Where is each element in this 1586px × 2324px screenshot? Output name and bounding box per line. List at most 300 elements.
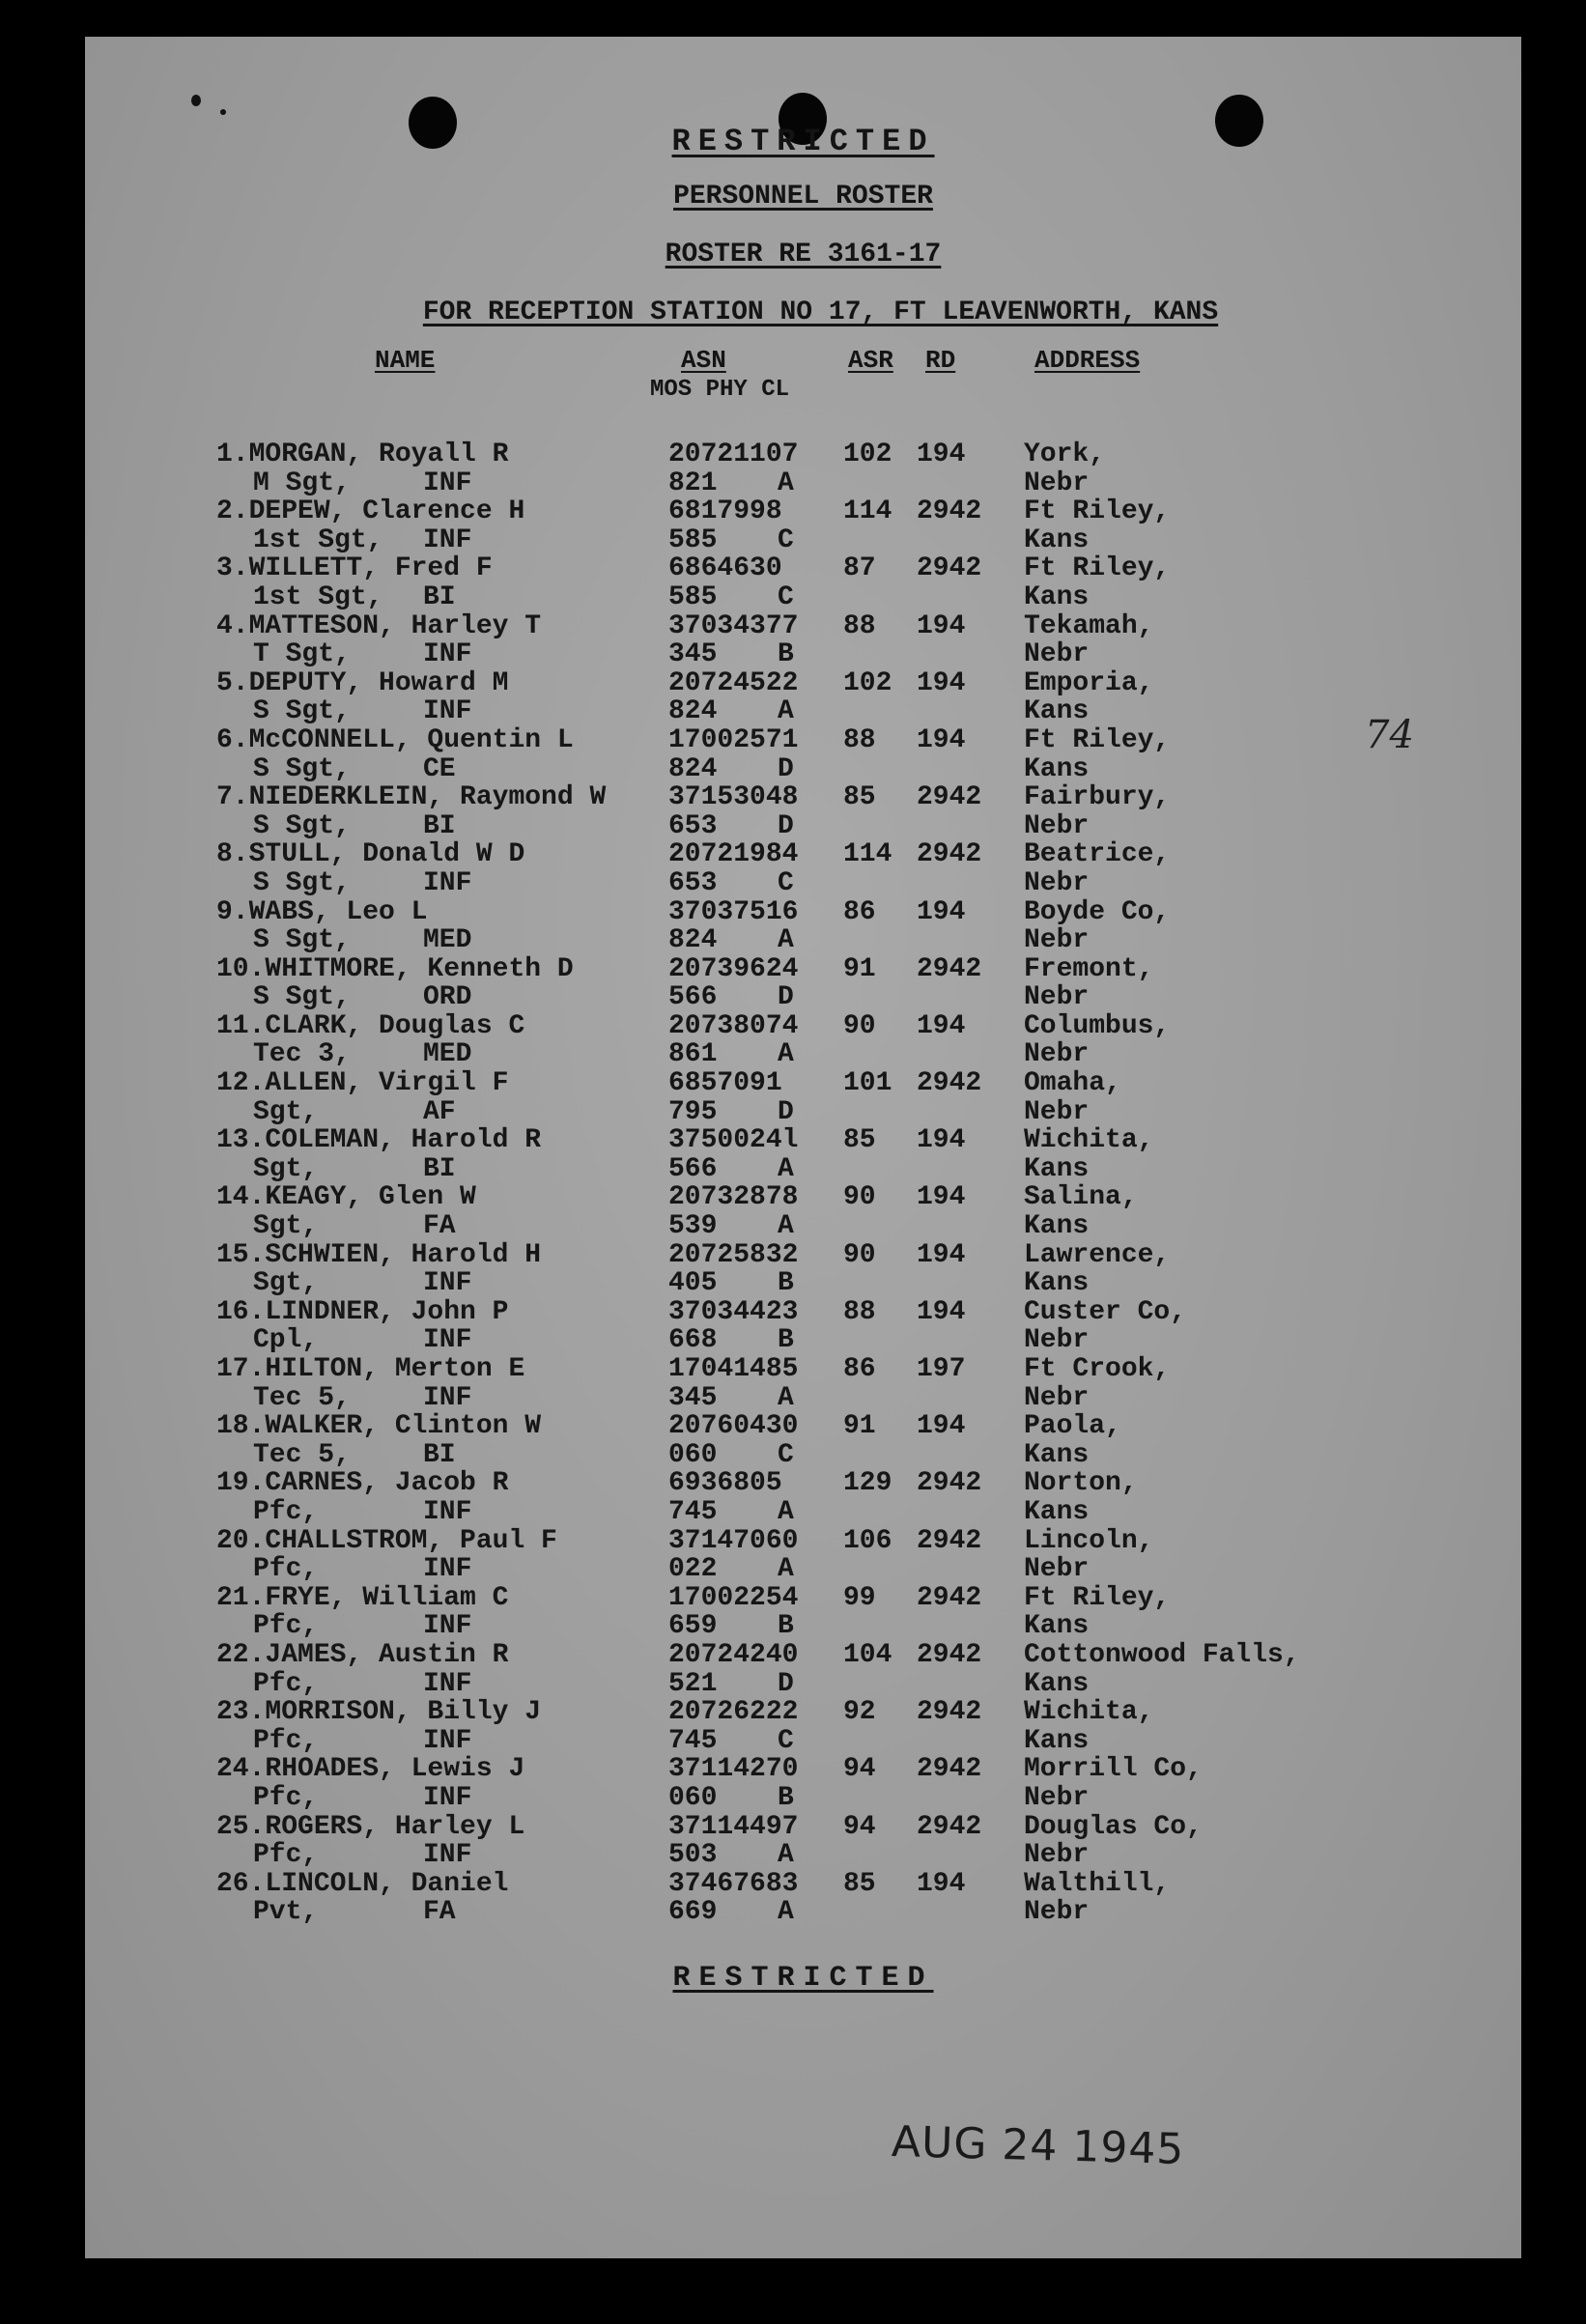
phy-cell: C (778, 524, 794, 555)
address-city-cell: Morrill Co, (1024, 1754, 1203, 1785)
table-row (85, 1183, 1521, 1240)
phy-cell: C (778, 1725, 794, 1756)
mos-cell: 503 (668, 1840, 718, 1871)
asr-cell: 86 (843, 896, 876, 927)
mos-cell: 824 (668, 753, 718, 784)
arm-cell: INF (423, 1382, 472, 1413)
column-header-name: NAME (375, 346, 436, 375)
arm-cell: INF (423, 524, 472, 555)
asr-cell: 101 (843, 1068, 892, 1099)
name-cell: 26.LINCOLN, Daniel (216, 1868, 509, 1899)
rd-cell: 194 (917, 1239, 966, 1270)
asr-cell: 99 (843, 1582, 876, 1613)
address-city-cell: Wichita, (1024, 1125, 1154, 1156)
phy-cell: A (778, 925, 794, 956)
asn-cell: 20732878 (668, 1182, 799, 1213)
grade-cell: Tec 5, (253, 1382, 351, 1413)
table-row (85, 726, 1521, 783)
phy-cell: B (778, 1611, 794, 1642)
phy-cell: A (778, 1554, 794, 1585)
arm-cell: MED (423, 925, 472, 956)
grade-cell: Pfc, (253, 1782, 319, 1813)
rd-cell: 2942 (917, 553, 982, 584)
mos-cell: 566 (668, 982, 718, 1013)
asr-cell: 106 (843, 1525, 892, 1556)
table-row (85, 955, 1521, 1012)
asr-cell: 92 (843, 1697, 876, 1728)
asr-cell: 88 (843, 724, 876, 755)
asr-cell: 114 (843, 496, 892, 527)
asn-cell: 37467683 (668, 1868, 799, 1899)
name-cell: 3.WILLETT, Fred F (216, 553, 493, 584)
mos-cell: 585 (668, 581, 718, 612)
address-city-cell: Custer Co, (1024, 1296, 1187, 1327)
mos-cell: 745 (668, 1496, 718, 1527)
address-city-cell: Douglas Co, (1024, 1811, 1203, 1842)
table-row (85, 1698, 1521, 1755)
address-city-cell: Salina, (1024, 1182, 1138, 1213)
mos-cell: 653 (668, 867, 718, 898)
grade-cell: 1st Sgt, (253, 581, 383, 612)
asn-cell: 37114270 (668, 1754, 799, 1785)
mos-cell: 022 (668, 1554, 718, 1585)
asr-cell: 91 (843, 1411, 876, 1442)
table-row (85, 840, 1521, 897)
address-state-cell: Nebr (1024, 639, 1090, 670)
address-state-cell: Nebr (1024, 1096, 1090, 1127)
asn-cell: 37034423 (668, 1296, 799, 1327)
address-state-cell: Nebr (1024, 1897, 1090, 1928)
address-city-cell: Cottonwood Falls, (1024, 1639, 1300, 1670)
address-state-cell: Nebr (1024, 867, 1090, 898)
name-cell: 16.LINDNER, John P (216, 1296, 509, 1327)
rd-cell: 2942 (917, 1811, 982, 1842)
phy-cell: C (778, 581, 794, 612)
mos-cell: 585 (668, 524, 718, 555)
rd-cell: 2942 (917, 1582, 982, 1613)
address-city-cell: Fremont, (1024, 953, 1154, 984)
address-city-cell: York, (1024, 439, 1106, 469)
grade-cell: M Sgt, (253, 468, 351, 498)
margin-note: 74 (1365, 713, 1414, 757)
asn-cell: 20724240 (668, 1639, 799, 1670)
grade-cell: Sgt, (253, 1268, 319, 1299)
table-row (85, 1298, 1521, 1355)
mos-cell: 060 (668, 1782, 718, 1813)
asn-cell: 6864630 (668, 553, 782, 584)
rd-cell: 194 (917, 1868, 966, 1899)
table-row (85, 1241, 1521, 1298)
address-state-cell: Kans (1024, 1668, 1090, 1699)
asn-cell: 37147060 (668, 1525, 799, 1556)
asr-cell: 85 (843, 782, 876, 813)
grade-cell: S Sgt, (253, 753, 351, 784)
grade-cell: Pfc, (253, 1840, 319, 1871)
table-row (85, 612, 1521, 669)
grade-cell: 1st Sgt, (253, 524, 383, 555)
address-state-cell: Kans (1024, 1496, 1090, 1527)
document-page (85, 37, 1521, 2258)
address-state-cell: Kans (1024, 1611, 1090, 1642)
rd-cell: 194 (917, 896, 966, 927)
asr-cell: 129 (843, 1468, 892, 1499)
name-cell: 10.WHITMORE, Kenneth D (216, 953, 574, 984)
asn-cell: 37034377 (668, 610, 799, 641)
phy-cell: D (778, 810, 794, 841)
address-city-cell: Ft Riley, (1024, 724, 1171, 755)
address-state-cell: Kans (1024, 524, 1090, 555)
grade-cell: Sgt, (253, 1153, 319, 1184)
mos-cell: 824 (668, 925, 718, 956)
grade-cell: S Sgt, (253, 982, 351, 1013)
rd-cell: 2942 (917, 782, 982, 813)
arm-cell: AF (423, 1096, 456, 1127)
rd-cell: 197 (917, 1354, 966, 1384)
asn-cell: 17002254 (668, 1582, 799, 1613)
table-row (85, 783, 1521, 840)
rd-cell: 2942 (917, 1697, 982, 1728)
address-city-cell: Lincoln, (1024, 1525, 1154, 1556)
asr-cell: 94 (843, 1811, 876, 1842)
asn-cell: 37153048 (668, 782, 799, 813)
mos-cell: 668 (668, 1325, 718, 1356)
asr-cell: 90 (843, 1239, 876, 1270)
address-city-cell: Omaha, (1024, 1068, 1121, 1099)
phy-cell: A (778, 1496, 794, 1527)
grade-cell: Pfc, (253, 1554, 319, 1585)
station-line: FOR RECEPTION STATION NO 17, FT LEAVENWORTH, KANS (422, 298, 1219, 327)
address-state-cell: Kans (1024, 1211, 1090, 1242)
rd-cell: 2942 (917, 1468, 982, 1499)
name-cell: 9.WABS, Leo L (216, 896, 428, 927)
address-city-cell: Walthill, (1024, 1868, 1171, 1899)
arm-cell: INF (423, 1496, 472, 1527)
table-row (85, 898, 1521, 955)
name-cell: 6.McCONNELL, Quentin L (216, 724, 574, 755)
asr-cell: 87 (843, 553, 876, 584)
name-cell: 21.FRYE, William C (216, 1582, 509, 1613)
name-cell: 25.ROGERS, Harley L (216, 1811, 525, 1842)
table-row (85, 1126, 1521, 1183)
asn-cell: 17041485 (668, 1354, 799, 1384)
asn-cell: 6936805 (668, 1468, 782, 1499)
address-state-cell: Kans (1024, 1153, 1090, 1184)
phy-cell: A (778, 1153, 794, 1184)
phy-cell: D (778, 982, 794, 1013)
asn-cell: 20724522 (668, 667, 799, 698)
mos-cell: 405 (668, 1268, 718, 1299)
phy-cell: A (778, 1211, 794, 1242)
rd-cell: 194 (917, 439, 966, 469)
mos-cell: 566 (668, 1153, 718, 1184)
address-city-cell: Boyde Co, (1024, 896, 1171, 927)
asn-cell: 20760430 (668, 1411, 799, 1442)
asn-cell: 17002571 (668, 724, 799, 755)
asr-cell: 85 (843, 1125, 876, 1156)
column-header-rd: RD (925, 346, 956, 375)
arm-cell: BI (423, 1153, 456, 1184)
arm-cell: INF (423, 1782, 472, 1813)
column-header-asn: ASN (681, 346, 726, 375)
arm-cell: BI (423, 1439, 456, 1470)
address-state-cell: Nebr (1024, 468, 1090, 498)
asr-cell: 91 (843, 953, 876, 984)
asr-cell: 85 (843, 1868, 876, 1899)
table-row (85, 1584, 1521, 1641)
name-cell: 22.JAMES, Austin R (216, 1639, 509, 1670)
asr-cell: 102 (843, 439, 892, 469)
address-city-cell: Ft Riley, (1024, 496, 1171, 527)
arm-cell: INF (423, 1840, 472, 1871)
name-cell: 13.COLEMAN, Harold R (216, 1125, 542, 1156)
rd-cell: 2942 (917, 496, 982, 527)
asn-cell: 20739624 (668, 953, 799, 984)
address-city-cell: Columbus, (1024, 1010, 1171, 1041)
name-cell: 17.HILTON, Merton E (216, 1354, 525, 1384)
name-cell: 11.CLARK, Douglas C (216, 1010, 525, 1041)
table-row (85, 1469, 1521, 1526)
name-cell: 19.CARNES, Jacob R (216, 1468, 509, 1499)
arm-cell: INF (423, 867, 472, 898)
restricted-heading: RESTRICTED (671, 124, 935, 159)
roster-table (85, 440, 1521, 1927)
name-cell: 15.SCHWIEN, Harold H (216, 1239, 542, 1270)
phy-cell: A (778, 1897, 794, 1928)
address-state-cell: Kans (1024, 1439, 1090, 1470)
asr-cell: 88 (843, 1296, 876, 1327)
arm-cell: INF (423, 1325, 472, 1356)
address-state-cell: Nebr (1024, 982, 1090, 1013)
arm-cell: BI (423, 810, 456, 841)
name-cell: 8.STULL, Donald W D (216, 839, 525, 870)
address-city-cell: Ft Riley, (1024, 1582, 1171, 1613)
rd-cell: 2942 (917, 839, 982, 870)
asn-cell: 6857091 (668, 1068, 782, 1099)
mos-cell: 521 (668, 1668, 718, 1699)
asr-cell: 86 (843, 1354, 876, 1384)
grade-cell: Pfc, (253, 1725, 319, 1756)
table-row (85, 1355, 1521, 1412)
mos-cell: 653 (668, 810, 718, 841)
name-cell: 1.MORGAN, Royall R (216, 439, 509, 469)
asr-cell: 94 (843, 1754, 876, 1785)
rd-cell: 194 (917, 1411, 966, 1442)
rd-cell: 2942 (917, 1754, 982, 1785)
column-header-asr: ASR (848, 346, 893, 375)
rd-cell: 2942 (917, 953, 982, 984)
arm-cell: INF (423, 696, 472, 727)
mos-cell: 795 (668, 1096, 718, 1127)
asn-cell: 20721107 (668, 439, 799, 469)
asn-cell: 20721984 (668, 839, 799, 870)
grade-cell: S Sgt, (253, 696, 351, 727)
phy-cell: B (778, 1782, 794, 1813)
name-cell: 2.DEPEW, Clarence H (216, 496, 525, 527)
address-city-cell: Beatrice, (1024, 839, 1171, 870)
grade-cell: Tec 3, (253, 1039, 351, 1070)
asr-cell: 102 (843, 667, 892, 698)
table-row (85, 440, 1521, 497)
address-state-cell: Nebr (1024, 1554, 1090, 1585)
phy-cell: B (778, 1268, 794, 1299)
table-row (85, 497, 1521, 554)
phy-cell: C (778, 1439, 794, 1470)
phy-cell: B (778, 639, 794, 670)
mos-cell: 060 (668, 1439, 718, 1470)
arm-cell: INF (423, 1554, 472, 1585)
asn-cell: 37037516 (668, 896, 799, 927)
asn-cell: 20738074 (668, 1010, 799, 1041)
grade-cell: Sgt, (253, 1211, 319, 1242)
address-state-cell: Kans (1024, 1725, 1090, 1756)
date-stamp: AUG 24 1945 (891, 2117, 1185, 2174)
asr-cell: 90 (843, 1010, 876, 1041)
arm-cell: MED (423, 1039, 472, 1070)
phy-cell: D (778, 1668, 794, 1699)
asr-cell: 90 (843, 1182, 876, 1213)
phy-cell: D (778, 1096, 794, 1127)
table-row (85, 1870, 1521, 1927)
mos-cell: 539 (668, 1211, 718, 1242)
address-state-cell: Nebr (1024, 810, 1090, 841)
rd-cell: 194 (917, 724, 966, 755)
phy-cell: B (778, 1325, 794, 1356)
name-cell: 18.WALKER, Clinton W (216, 1411, 542, 1442)
rd-cell: 194 (917, 667, 966, 698)
asn-cell: 20726222 (668, 1697, 799, 1728)
mos-cell: 345 (668, 1382, 718, 1413)
asn-cell: 6817998 (668, 496, 782, 527)
name-cell: 4.MATTESON, Harley T (216, 610, 542, 641)
grade-cell: S Sgt, (253, 867, 351, 898)
name-cell: 12.ALLEN, Virgil F (216, 1068, 509, 1099)
grade-cell: Sgt, (253, 1096, 319, 1127)
asn-cell: 37114497 (668, 1811, 799, 1842)
column-header-address: ADDRESS (1034, 346, 1141, 375)
address-state-cell: Nebr (1024, 1325, 1090, 1356)
address-state-cell: Kans (1024, 581, 1090, 612)
ink-speck (220, 109, 226, 115)
rd-cell: 2942 (917, 1525, 982, 1556)
mos-cell: 745 (668, 1725, 718, 1756)
address-state-cell: Kans (1024, 1268, 1090, 1299)
grade-cell: Pvt, (253, 1897, 319, 1928)
mos-cell: 821 (668, 468, 718, 498)
phy-cell: A (778, 1039, 794, 1070)
address-state-cell: Nebr (1024, 1382, 1090, 1413)
address-state-cell: Nebr (1024, 1782, 1090, 1813)
address-state-cell: Nebr (1024, 925, 1090, 956)
address-state-cell: Nebr (1024, 1840, 1090, 1871)
roster-title: PERSONNEL ROSTER (673, 182, 933, 212)
grade-cell: S Sgt, (253, 925, 351, 956)
table-row (85, 1755, 1521, 1812)
name-cell: 5.DEPUTY, Howard M (216, 667, 509, 698)
table-row (85, 554, 1521, 611)
mos-cell: 669 (668, 1897, 718, 1928)
grade-cell: S Sgt, (253, 810, 351, 841)
phy-cell: A (778, 468, 794, 498)
name-cell: 7.NIEDERKLEIN, Raymond W (216, 782, 607, 813)
mos-cell: 824 (668, 696, 718, 727)
restricted-footer: RESTRICTED (672, 1962, 934, 1995)
mos-cell: 861 (668, 1039, 718, 1070)
name-cell: 20.CHALLSTROM, Paul F (216, 1525, 557, 1556)
address-city-cell: Wichita, (1024, 1697, 1154, 1728)
rd-cell: 2942 (917, 1068, 982, 1099)
address-city-cell: Emporia, (1024, 667, 1154, 698)
roster-number: ROSTER RE 3161-17 (665, 240, 942, 269)
name-cell: 14.KEAGY, Glen W (216, 1182, 476, 1213)
name-cell: 24.RHOADES, Lewis J (216, 1754, 525, 1785)
asn-cell: 3750024l (668, 1125, 799, 1156)
phy-cell: A (778, 1382, 794, 1413)
rd-cell: 194 (917, 1125, 966, 1156)
asr-cell: 114 (843, 839, 892, 870)
arm-cell: INF (423, 639, 472, 670)
grade-cell: Pfc, (253, 1496, 319, 1527)
address-city-cell: Ft Riley, (1024, 553, 1171, 584)
table-row (85, 1527, 1521, 1584)
arm-cell: INF (423, 1725, 472, 1756)
rd-cell: 194 (917, 610, 966, 641)
asr-cell: 104 (843, 1639, 892, 1670)
address-state-cell: Nebr (1024, 1039, 1090, 1070)
address-city-cell: Ft Crook, (1024, 1354, 1171, 1384)
rd-cell: 194 (917, 1010, 966, 1041)
asn-cell: 20725832 (668, 1239, 799, 1270)
arm-cell: ORD (423, 982, 472, 1013)
address-state-cell: Kans (1024, 696, 1090, 727)
column-header-mos-phy: MOS PHY CL (650, 377, 790, 403)
address-city-cell: Fairbury, (1024, 782, 1171, 813)
table-row (85, 669, 1521, 726)
rd-cell: 2942 (917, 1639, 982, 1670)
arm-cell: INF (423, 1268, 472, 1299)
arm-cell: BI (423, 581, 456, 612)
arm-cell: INF (423, 1668, 472, 1699)
arm-cell: CE (423, 753, 456, 784)
address-city-cell: Paola, (1024, 1411, 1121, 1442)
mos-cell: 659 (668, 1611, 718, 1642)
phy-cell: A (778, 696, 794, 727)
phy-cell: A (778, 1840, 794, 1871)
phy-cell: C (778, 867, 794, 898)
address-city-cell: Lawrence, (1024, 1239, 1171, 1270)
grade-cell: T Sgt, (253, 639, 351, 670)
address-city-cell: Norton, (1024, 1468, 1138, 1499)
table-row (85, 1069, 1521, 1126)
name-cell: 23.MORRISON, Billy J (216, 1697, 542, 1728)
address-state-cell: Kans (1024, 753, 1090, 784)
grade-cell: Pfc, (253, 1668, 319, 1699)
grade-cell: Tec 5, (253, 1439, 351, 1470)
arm-cell: FA (423, 1897, 456, 1928)
phy-cell: D (778, 753, 794, 784)
table-row (85, 1412, 1521, 1469)
rd-cell: 194 (917, 1296, 966, 1327)
arm-cell: FA (423, 1211, 456, 1242)
table-row (85, 1813, 1521, 1870)
ink-speck (191, 95, 201, 106)
address-city-cell: Tekamah, (1024, 610, 1154, 641)
asr-cell: 88 (843, 610, 876, 641)
rd-cell: 194 (917, 1182, 966, 1213)
mos-cell: 345 (668, 639, 718, 670)
arm-cell: INF (423, 1611, 472, 1642)
table-row (85, 1012, 1521, 1069)
arm-cell: INF (423, 468, 472, 498)
